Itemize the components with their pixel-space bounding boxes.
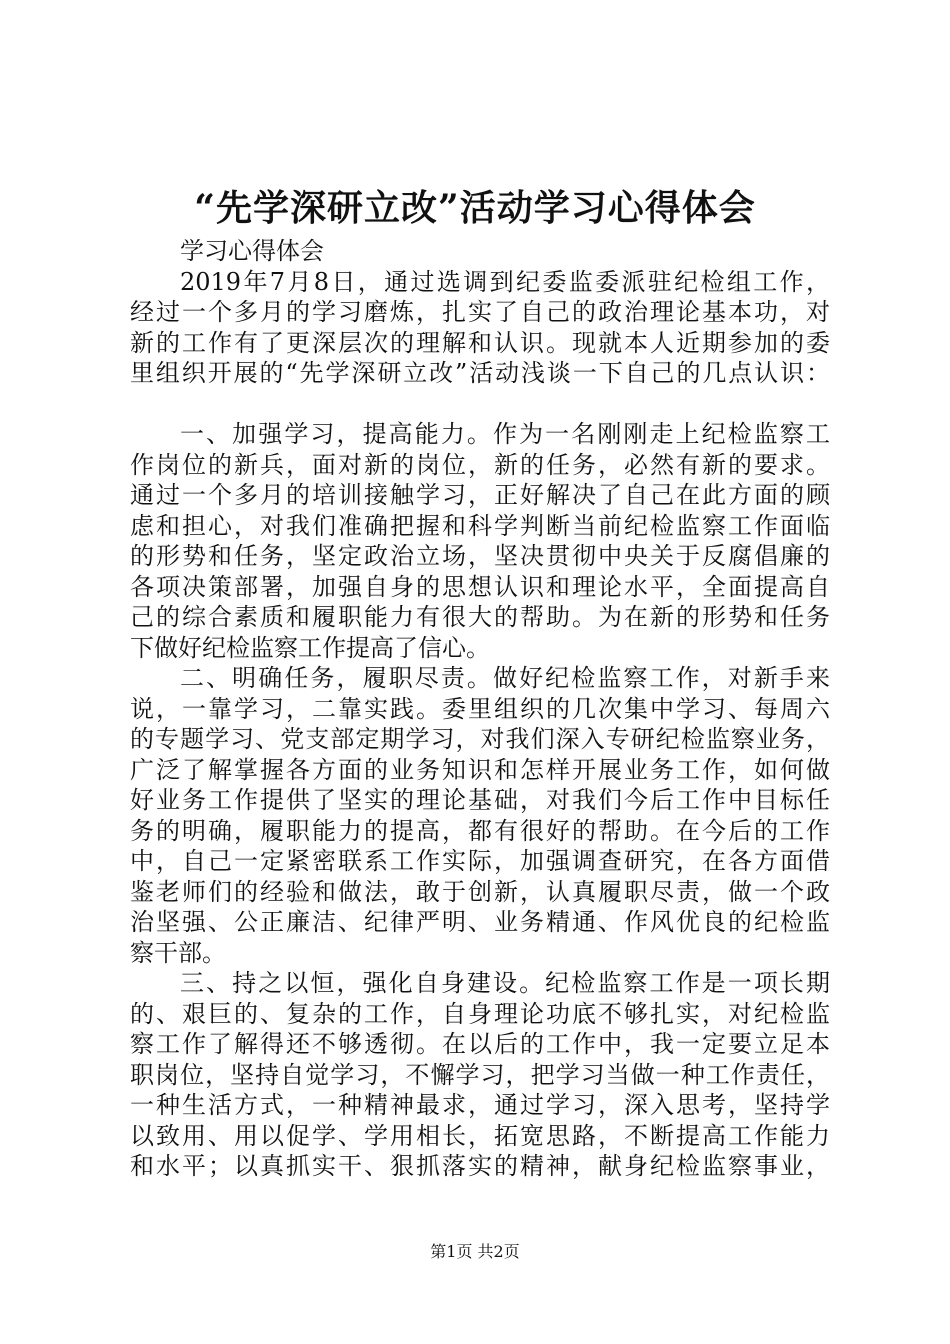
paragraph-line: 和水平；以真抓实干、狠抓落实的精神，献身纪检监察事业， — [130, 1152, 830, 1180]
blank-line — [130, 389, 830, 420]
paragraph-line: 察干部。 — [130, 938, 226, 967]
paragraph-line: 下做好纪检监察工作提高了信心。 — [130, 633, 490, 662]
document-title: “先学深研立改”活动学习心得体会 — [194, 187, 756, 229]
document-body — [130, 236, 830, 1182]
paragraph-line: 广泛了解掌握各方面的业务知识和怎样开展业务工作，如何做 — [130, 755, 830, 784]
paragraph-line: 务的明确，履职能力的提高，都有很好的帮助。在今后的工作 — [130, 816, 830, 845]
page-footer: 第1页 共2页 — [430, 1242, 520, 1261]
paragraph-line: 经过一个多月的学习磨炼，扎实了自己的政治理论基本功，对 — [130, 298, 830, 326]
paragraph-line: 2019年7月8日，通过选调到纪委监委派驻纪检组工作， — [180, 267, 830, 296]
paragraph-line: 职岗位，坚持自觉学习，不懈学习，把学习当做一种工作责任， — [130, 1060, 830, 1089]
subtitle-line: 学习心得体会 — [180, 237, 324, 265]
paragraph-line: 作岗位的新兵，面对新的岗位，新的任务，必然有新的要求。 — [130, 450, 830, 479]
paragraph-line: 新的工作有了更深层次的理解和认识。现就本人近期参加的委 — [130, 328, 830, 357]
paragraph-line: 的专题学习、党支部定期学习，对我们深入专研纪检监察业务， — [130, 725, 830, 753]
paragraph-line: 三、持之以恒，强化自身建设。纪检监察工作是一项长期 — [180, 969, 830, 997]
paragraph-line: 的、艰巨的、复杂的工作，自身理论功底不够扎实，对纪检监 — [130, 999, 830, 1028]
paragraph-line: 里组织开展的“先学深研立改”活动浅谈一下自己的几点认识： — [130, 359, 830, 387]
paragraph-line: 通过一个多月的培训接触学习，正好解决了自己在此方面的顾 — [130, 481, 830, 509]
paragraph-line: 察工作了解得还不够透彻。在以后的工作中，我一定要立足本 — [130, 1030, 830, 1058]
paragraph-line: 的形势和任务，坚定政治立场，坚决贯彻中央关于反腐倡廉的 — [130, 542, 830, 570]
paragraph-line: 一种生活方式，一种精神最求，通过学习，深入思考，坚持学 — [130, 1091, 830, 1119]
paragraph-line: 各项决策部署，加强自身的思想认识和理论水平，全面提高自 — [130, 572, 830, 601]
paragraph-line: 一、加强学习，提高能力。作为一名刚刚走上纪检监察工 — [180, 420, 830, 448]
paragraph-line: 以致用、用以促学、学用相长，拓宽思路，不断提高工作能力 — [130, 1121, 830, 1150]
paragraph-line: 己的综合素质和履职能力有很大的帮助。为在新的形势和任务 — [130, 603, 830, 631]
paragraph-line: 虑和担心，对我们准确把握和科学判断当前纪检监察工作面临 — [130, 511, 830, 540]
paragraph-line: 中，自己一定紧密联系工作实际，加强调查研究，在各方面借 — [130, 847, 830, 875]
paragraph-line: 鉴老师们的经验和做法，敢于创新，认真履职尽责，做一个政 — [130, 877, 830, 906]
paragraph-line: 说，一靠学习，二靠实践。委里组织的几次集中学习、每周六 — [130, 694, 830, 723]
paragraph-line: 治坚强、公正廉洁、纪律严明、业务精通、作风优良的纪检监 — [130, 908, 830, 936]
paragraph-line: 二、明确任务，履职尽责。做好纪检监察工作，对新手来 — [180, 664, 830, 692]
paragraph-line: 好业务工作提供了坚实的理论基础，对我们今后工作中目标任 — [130, 786, 830, 814]
